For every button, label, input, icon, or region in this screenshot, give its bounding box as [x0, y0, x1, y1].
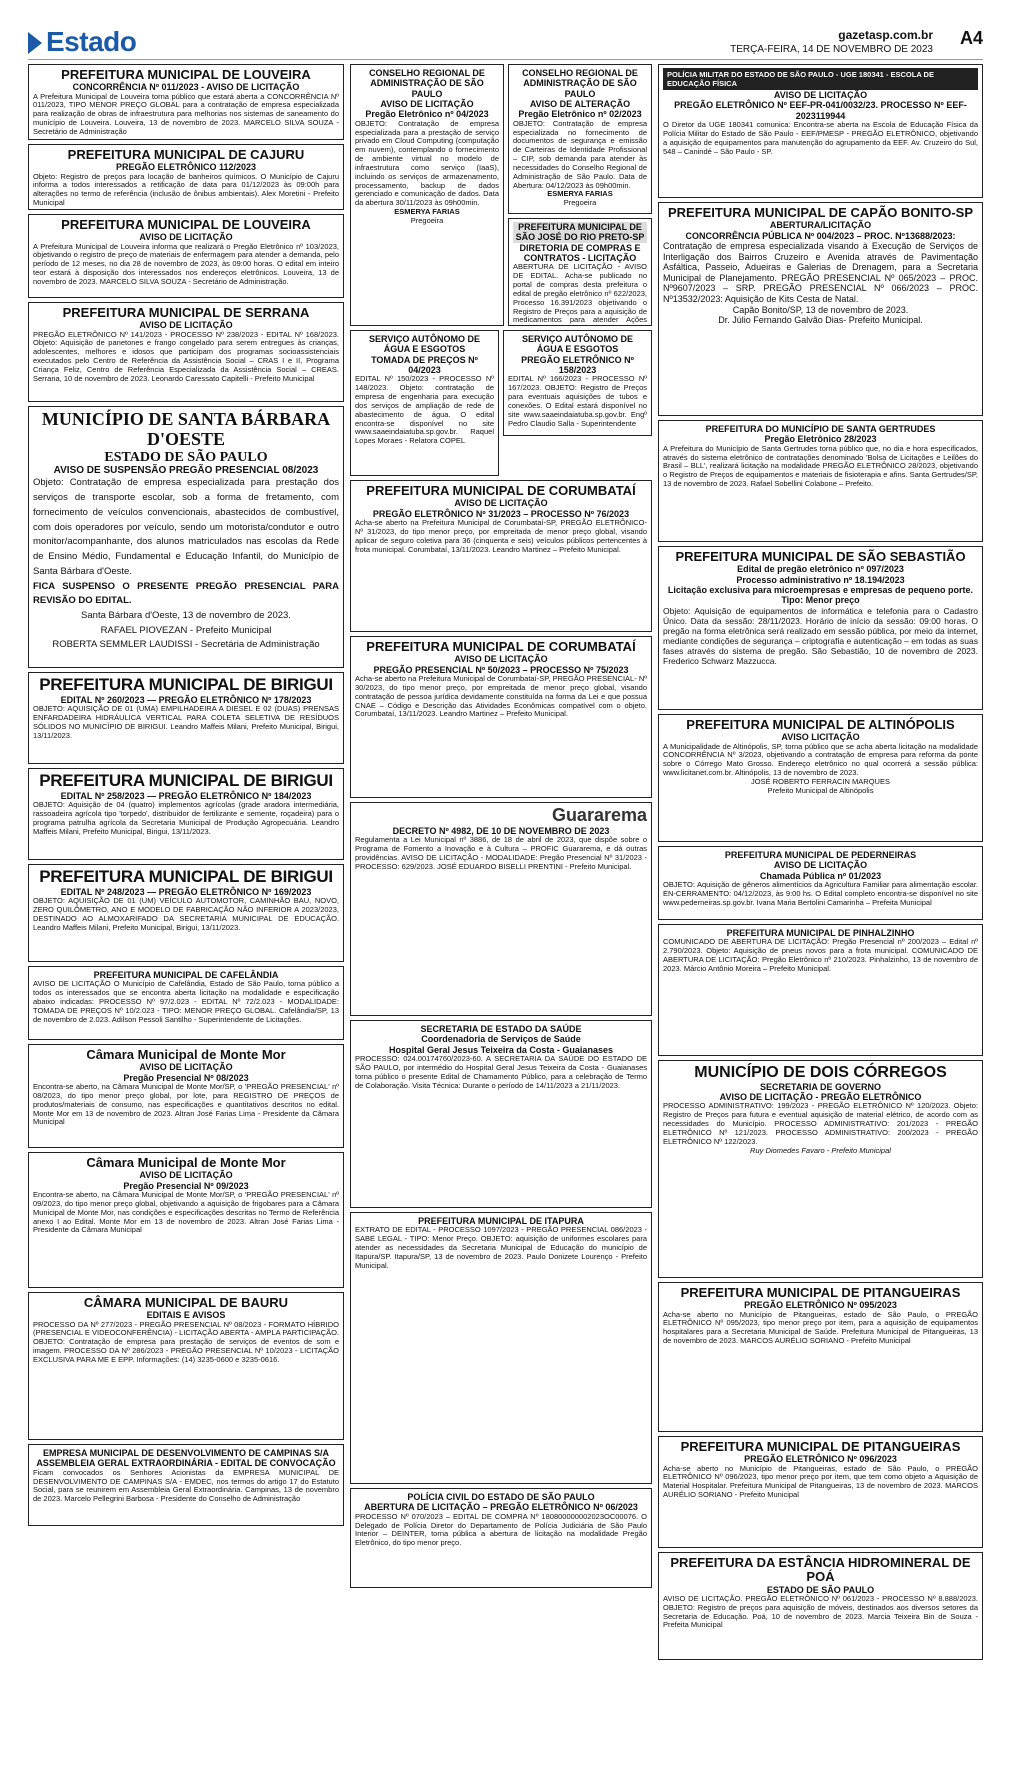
notice-body: AVISO DE LICITAÇÃO. PREGÃO ELETRÔNICO Nº 061/2023 - PROCESSO Nº 8.888/2023. OBJETO: Registro de preços para aquisição de móveis, destinados aos diversos setores da Secretaria de Educação. Poá, 10 de novembro de 2023. Marcia Teixeira Bin de Souza - Prefeita Municipal	[663, 1593, 978, 1630]
notice-escola-educacao-fisica	[658, 64, 983, 198]
notice-body: Objeto: Aquisição de equipamentos de informática e telefonia para o Cadastro Único. Data da sessão: 28/11/2023. Horário de início da sessão: 09:00 horas. O pregão na forma eletrônica será realizado em sessão pública, por meio da internet, mediante condições de segurança – criptografia e autenticação – em todas as suas fases através do sistema de pregão. São Sebastião, 10 de novembro de 2023. Frederico Schwarz Mazzucca.	[663, 605, 978, 666]
notice-body: Encontra-se aberto, na Câmara Municipal de Monte Mor/SP, o 'PREGÃO PRESENCIAL' nº 08/2023, do tipo menor preço global, por lote, para REGISTRO DE PREÇOS de produtos/materiais de consumo, nas especificações e quantitativos descritos no edital. Monte Mor em 13 de novembro de 2023. Altran José Farias Lima - Presidente da Câmara Municipal	[33, 1081, 339, 1127]
notice-itapura	[350, 1212, 652, 1484]
notice-pitangueiras-2	[658, 1436, 983, 1548]
notice-subtitle: AVISO DE LICITAÇÃO	[139, 1170, 233, 1181]
notice-title: EMPRESA MUNICIPAL DE DESENVOLVIMENTO DE CAMPINAS S/A	[42, 1448, 330, 1458]
notice-corumbatai-2	[350, 636, 652, 798]
logo-text: Estado	[46, 26, 137, 57]
notice-capao-bonito	[658, 202, 983, 416]
notice-saae-2	[503, 330, 652, 436]
notice-body: Ficam convocados os Senhores Acionistas da EMPRESA MUNICIPAL DE DESENVOLVIMENTO DE CAMPINAS S/A - EMDEC, nos termos do artigo 17 do Estatuto Social, para se reunirem em Assembleia Geral Extraordinária. Campinas, 13 de novembro de 2023. Marcelo Pellegrini Barbosa - Presidente do Conselho de Administração	[33, 1467, 339, 1504]
notice-body: PROCESSO DA Nº 277/2023 - PREGÃO PRESENCIAL Nº 08/2023 - FORMATO HÍBRIDO (PRESENCIAL E VIDEOCONFERÊNCIA) - LICITAÇÃO ABERTA - AMPLA PARTICIPAÇÃO. OBJETO: Contratação de empresa para prestação de serviços de eventos de som e imagem. PROCESSO DA Nº 286/2023 - PREGÃO PRESENCIAL Nº 10/2023 - LICITAÇÃO EXCLUSIVA PARA ME E EPP. Informações: (14) 3235-0600 e 3235-0616.	[33, 1319, 339, 1365]
notice-subtitle: AVISO DE LICITAÇÃO	[380, 99, 474, 110]
notice-body: Encontra-se aberto, na Câmara Municipal de Monte Mor/SP, o 'PREGÃO PRESENCIAL' nº 09/2023, do tipo menor preço global, objetivando a aquisição de frigobares para a Câmara Municipal de Monte Mor, nas condições e especificações descritas no Termo de Referência anexo I ao Edital. Monte Mor em 13 de novembro de 2023. Altran José Farias Lima - Presidente da Câmara Municipal	[33, 1189, 339, 1235]
notice-body: COMUNICADO DE ABERTURA DE LICITAÇÃO: Pregão Presencial nº 200/2023 – Edital nº 2.790/2023. Objeto: Aquisição de pneus novos para a frota municipal. COMUNICADO DE ABERTURA DE LICITAÇÃO: Pregão Eletrônico nº 210/2023. Pinhalzinho, 13 de novembro de 2023. Márcio Antônio Moreira – Prefeito Municipal.	[663, 937, 978, 973]
notice-body: O Diretor da UGE 180341 comunica: Encontra-se aberta na Escola de Educação Física da Polícia Militar do Estado de São Paulo - EEF/PMESP - PREGÃO ELETRÔNICO, objetivando a aquisição de equipamentos para manutenção do agrupamento da EEF. Av. Cruzeiro do Sul, 548 – Canindé – São Paulo - SP.	[663, 120, 978, 156]
notice-subtitle: Coordenadoria de Serviços de Saúde	[421, 1034, 581, 1045]
notice-body: Acha-se aberto na Prefeitura Municipal de Corumbataí-SP, PREGÃO ELETRÔNICO- Nº 31/2023, do tipo menor preço, por empreitada de menor preço global, visando aplicar de seguro coletiva para 36 (cinquenta e seis) veículos públicos pertencentes à frota municipal. Corumbataí, 13/11/2023. Leandro Martinez – Prefeito Municipal.	[355, 517, 647, 554]
signature: ESMERYA FARIAS	[547, 189, 613, 199]
notice-subtitle-2: Pregão Eletrônico nº 02/2023	[518, 109, 642, 120]
notice-subtitle: Edital de pregão eletrônico nº 097/2023	[737, 564, 904, 575]
notice-title: MUNICÍPIO DE DOIS CÓRREGOS	[694, 1064, 947, 1081]
notice-subtitle-2: PREGÃO ELETRÔNICO Nº 31/2023 – PROCESSO Nº 76/2023	[372, 508, 630, 519]
notice-title: PREFEITURA MUNICIPAL DE CAJURU	[67, 147, 305, 162]
notice-body: ABERTURA DE LICITAÇÃO - AVISO DE EDITAL. Acha-se publicado no portal de compras desta prefeitura o edital de pregão eletrônico nº 622/2023, Processo 16.391/2023 objetivando o Registro de Preços para a aquisição de medicamentos para atender Ações	[513, 262, 647, 325]
notice-subtitle-2: Pregão Presencial Nº 09/2023	[123, 1180, 249, 1191]
signature: ESMERYA FARIAS	[394, 207, 460, 217]
notice-louveira-2	[28, 214, 344, 298]
notice-subtitle: AVISO DE LICITAÇÃO	[454, 498, 548, 509]
notice-title: CONSELHO REGIONAL DE ADMINISTRAÇÃO DE SÃO PAULO	[369, 68, 485, 99]
notice-title: PREFEITURA MUNICIPAL DE PINHALZINHO	[726, 928, 915, 938]
issue-date: TERÇA-FEIRA, 14 DE NOVEMBRO DE 2023	[730, 44, 933, 55]
notice-birigui-1	[28, 672, 344, 764]
signature-role: Pregoeira	[410, 216, 444, 225]
notice-body: EXTRATO DE EDITAL - PROCESSO 1097/2023 - PREGÃO PRESENCIAL 086/2023 - SABE LEGAL - TIPO: Menor Preço. OBJETO: aquisição de uniformes escolares para atender as necessidades da Secretaria Municipal de Educação do município de Itapura/SP. Itapura/SP, 13 de novembro de 2023. Paulo Donizete Lourenço - Prefeito Municipal.	[355, 1225, 647, 1270]
column-left	[28, 64, 344, 1530]
notice-monte-mor-1	[28, 1044, 344, 1148]
notice-subtitle: PREGÃO ELETRÔNICO Nº 095/2023	[744, 1300, 897, 1311]
notice-title: SERVIÇO AUTÔNOMO DE ÁGUA E ESGOTOS	[368, 334, 480, 355]
column-middle	[350, 64, 652, 1592]
signature: Ruy Diomedes Favaro - Prefeito Municipal	[750, 1145, 891, 1155]
notice-subtitle: PREGÃO ELETRÔNICO 112/2023	[115, 162, 257, 173]
logo-arrow-icon	[28, 32, 42, 54]
notice-pederneiras	[658, 846, 983, 920]
crasp-row	[350, 64, 652, 330]
notice-body: OBJETO: Contratação de empresa especializada no fornecimento de documentos de segurança e emissão de Carteiras de Identidade Profissional – CIP, sob demanda para atender às necessidades do Conselho Regional de Administração de São Paulo. Data de Abertura: 04/12/2023 às 09h00min.	[513, 118, 647, 190]
signature: JOSÉ ROBERTO FERRACIN MARQUES	[751, 777, 890, 787]
notice-title: PREFEITURA MUNICIPAL DE LOUVEIRA	[61, 217, 311, 232]
notice-title: PREFEITURA MUNICIPAL DE PITANGUEIRAS	[680, 1439, 961, 1454]
notice-subtitle: Pregão Eletrônico 28/2023	[764, 434, 877, 445]
notice-body: EDITAL Nº 166/2023 - PROCESSO Nº 167/2023. OBJETO: Registro de Preços para eventuais aquisições de tubos e conexões. O Edital estará disponível no site www.saaeindaiatuba.sp.gov.br. Engº Pedro Claudio Salla - Superintendente	[508, 374, 647, 428]
notice-title: PREFEITURA MUNICIPAL DE PEDERNEIRAS	[724, 850, 917, 860]
notice-cajuru	[28, 144, 344, 210]
notice-subtitle: AVISO DE LICITAÇÃO	[454, 654, 548, 665]
notice-altinopolis	[658, 714, 983, 842]
notice-emdec	[28, 1444, 344, 1526]
notice-subtitle: AVISO LICITAÇÃO	[781, 732, 860, 743]
notice-body: A Municipalidade de Altinópolis, SP, torna público que se acha aberta licitação na modalidade CONCORRÊNCIA Nº 3/2023, objetivando a contratação de empresa para reforma da ponte sobre o Córrego Mato Grosso. Endereço eletrônico no qual ocorrerá a sessão pública: www.licitanet.com.br. Altinópolis, 13 de novembro de 2023.	[663, 741, 978, 778]
notice-body: Acha-se aberto no Município de Pitangueiras, estado de São Paulo, o PREGÃO ELETRÔNICO Nº 095/2023, tipo menor preço por item, para a aquisição de equipamentos hospitalares para a Secretaria Municipal de Saúde. Prefeitura Municipal de Pitangueiras, 13 de novembro de 2023. MARCOS AURÉLIO SORIANO - Prefeito Municipal	[663, 1309, 978, 1346]
notice-subtitle-3: Licitação exclusiva para microempresas e empresas de pequeno porte. Tipo: Menor preço	[667, 584, 974, 606]
notice-subtitle: ABERTURA DE LICITAÇÃO – PREGÃO ELETRÔNICO Nº 06/2023	[364, 1502, 638, 1513]
notice-subtitle: EDITAIS E AVISOS	[146, 1310, 226, 1321]
column-right	[658, 64, 983, 1664]
notice-title: PREFEITURA MUNICIPAL DE CORUMBATAÍ	[366, 639, 636, 654]
notice-body: OBJETO: AQUISIÇÃO DE 01 (UMA) EMPILHADEIRA A DIESEL E 02 (DUAS) PRENSAS ENFARDADEIRA HIDRÁULICA VERTICAL PARA COLETA SELETIVA DE RESÍDUOS SÓLIDOS NO MUNICÍPIO DE BIRIGUI. Leandro Maffeis Milani, Prefeito Municipal, Birigui, 13/11/2023.	[33, 704, 339, 740]
notice-title: CÂMARA MUNICIPAL DE BAURU	[83, 1295, 289, 1310]
notice-subtitle: EDITAL Nº 248/2023 — PREGÃO ELETRÔNICO Nº 169/2023	[60, 886, 312, 897]
notice-title: PREFEITURA DA ESTÂNCIA HIDROMINERAL DE POÁ	[670, 1555, 971, 1585]
notice-body: A Prefeitura do Município de Santa Gertrudes torna público que, no dia e hora especificados, através do sistema eletrônico de contratações denominado 'Bolsa de Licitações e Leilões do Brasil – BLL', realizará licitação na modalidade PREGÃO ELETRÔNICO 28/2023, objetivando o Registro de Preços de equipamentos e materiais de fisioterapia e afins. Santa Gertrudes/SP, 13 de novembro de 2023. Rafael Sobellini Colabone – Prefeito.	[663, 443, 978, 489]
notice-banner: POLÍCIA MILITAR DO ESTADO DE SÃO PAULO - UGE 180341 - ESCOLA DE EDUCAÇÃO FÍSICA	[663, 68, 978, 90]
signature-secretary: ROBERTA SEMMLER LAUDISSI - Secretária de Administração	[52, 639, 320, 651]
notice-pinhalzinho	[658, 924, 983, 1056]
crasp-stack	[508, 64, 652, 330]
notice-subtitle-2: Pregão Presencial Nº 08/2023	[123, 1072, 249, 1083]
notice-body: PROCESSO: 024.00174760/2023-60. A SECRETARIA DA SAÚDE DO ESTADO DE SÃO PAULO, por intermédio do Hospital Geral Jesus Teixeira da Costa - Guaianases torna público o presente Edital de Chamamento Público, para a celebração de Termo de Colaboração. Visita Técnica: Durante o período de 14/11/2023 a 21/11/2023.	[355, 1054, 647, 1090]
signature-mayor: RAFAEL PIOVEZAN - Prefeito Municipal	[100, 624, 272, 636]
signature-role: Pregoeira	[563, 198, 597, 208]
notice-state: ESTADO DE SÃO PAULO	[104, 449, 268, 465]
notice-santa-barbara	[28, 406, 344, 668]
notice-birigui-2	[28, 768, 344, 860]
notice-title: SECRETARIA DE ESTADO DA SAÚDE	[420, 1024, 582, 1034]
notice-body: PROCESSO ADMINISTRATIVO: 199/2023 - PREGÃO ELETRÔNICO Nº 120/2023. Objeto: Registro de Preços para futura e eventual aquisição de material elétrico, de acordo com as necessidades do Município. PROCESSO ADMINISTRATIVO: 201/2023 - PREGÃO ELETRÔNICO Nº 121/2023. PROCESSO ADMINISTRATIVO: 200/2023 - PREGÃO ELETRÔNICO Nº 122/2023.	[663, 1101, 978, 1146]
notice-body: OBJETO: AQUISIÇÃO DE 01 (UM) VEÍCULO AUTOMOTOR, CAMINHÃO BAU, NOVO, ZERO QUILÔMETRO, ANO E MODELO DE FABRICAÇÃO NÃO INFERIOR A 2023/2023, DESTINADO AO ALMOXARIFADO DA SECRETARIA MUNICIPAL DE EDUCAÇÃO. Leandro Maffeis Milani, Prefeito Municipal, Birigui, 13/11/2023.	[33, 896, 339, 932]
notice-subtitle: CONCORRÊNCIA Nº 011/2023 - AVISO DE LICITAÇÃO	[72, 82, 300, 93]
notice-body: Objeto: Contratação de empresa especializada para prestação dos serviços de transporte escolar, sob a forma de fretamento, com fornecimento de veículos convencionais, abastecidos de combustível, com dois operadores por veículo, sendo um motorista/condutor e outro monitor/acompanhante, dos alunos matriculados nas escolas da Rede de Ensino Médio, Fundamental e Educação Infantil, do Município de Santa Bárbara d'Oeste.	[33, 477, 339, 577]
notice-title: PREFEITURA MUNICIPAL DE CAFELÂNDIA	[93, 970, 279, 980]
site-url[interactable]: gazetasp.com.br	[838, 28, 933, 42]
notice-subtitle-2: AVISO DE LICITAÇÃO - PREGÃO ELETRÔNICO	[719, 1091, 922, 1102]
notice-subtitle: AVISO DE LICITAÇÃO	[139, 1062, 233, 1073]
notice-suspension: FICA SUSPENSO O PRESENTE PREGÃO PRESENCIAL PARA REVISÃO DO EDITAL.	[33, 580, 339, 607]
notice-title: PREFEITURA MUNICIPAL DE SÃO JOSÉ DO RIO PRETO-SP	[513, 222, 647, 243]
notice-santa-gertrudes	[658, 420, 983, 542]
notice-subtitle-2: Processo administrativo nº 18.194/2023	[736, 574, 905, 585]
notice-body: Acha-se aberto no Município de Pitangueiras, estado de São Paulo, o PREGÃO ELETRÔNICO Nº 096/2023, tipo menor preço por item, que tem como objeto a Aquisição de Material Hospitalar. Prefeitura Municipal de Pitangueiras, 13 de novembro de 2023. MARCOS AURÉLIO SORIANO - Prefeito Municipal	[663, 1463, 978, 1500]
notice-dois-corregos	[658, 1060, 983, 1278]
notice-title: PREFEITURA MUNICIPAL DE CAPÃO BONITO-SP	[667, 205, 974, 220]
notice-subtitle: DIRETORIA DE COMPRAS E CONTRATOS - LICITAÇÃO	[519, 242, 641, 264]
notice-title: PREFEITURA MUNICIPAL DE ALTINÓPOLIS	[686, 717, 955, 732]
notice-subtitle: TOMADA DE PREÇOS Nº 04/2023	[371, 354, 478, 376]
notice-louveira-1	[28, 64, 344, 140]
newspaper-logo[interactable]	[28, 26, 136, 58]
notice-title: PREFEITURA MUNICIPAL DE SERRANA	[62, 305, 310, 320]
notice-title: PREFEITURA MUNICIPAL DE CORUMBATAÍ	[366, 483, 636, 498]
notice-place: Capão Bonito/SP, 13 de novembro de 2023.	[732, 304, 909, 315]
notice-subtitle: AVISO DE LICITAÇÃO	[773, 90, 868, 100]
page-number: A4	[959, 28, 983, 48]
notice-crasp-2	[508, 64, 652, 214]
notice-monte-mor-2	[28, 1152, 344, 1288]
notice-pitangueiras-1	[658, 1282, 983, 1432]
notice-body: PROCESSO Nº 070/2023 – EDITAL DE COMPRA Nº 180800000002023OC00076. O Delegado de Polícia Diretor do Departamento de Polícia Judiciária de São Paulo Interior – DEINTER, torna pública a abertura de licitação na modalidade Pregão Eletrônico, do tipo menor preço.	[355, 1511, 647, 1548]
notice-bauru	[28, 1292, 344, 1440]
notice-title: PREFEITURA MUNICIPAL DE PITANGUEIRAS	[680, 1285, 961, 1300]
notice-subtitle: PREGÃO ELETRÔNICO Nº 096/2023	[744, 1454, 897, 1465]
notice-place: Santa Bárbara d'Oeste, 13 de novembro de 2023.	[81, 609, 291, 621]
notice-title: PREFEITURA MUNICIPAL DE SÃO SEBASTIÃO	[675, 549, 966, 564]
notice-poa	[658, 1552, 983, 1660]
notice-body: Regulamenta a Lei Municipal nº 3886, de 18 de abril de 2023, que dispõe sobre o Programa de Fomento a Inovação e à Cultura – PROFIC Guararema, e dá outras providências. AVISO DE LICITAÇÃO - MODALIDADE: Pregão Presencial Nº 31/2023 - PROCESSO: 629/2023. JOSÉ EDUARDO BISELLI PRENTINI - Prefeito Municipal.	[355, 835, 647, 871]
notice-subtitle: AVISO DE LICITAÇÃO	[139, 320, 233, 331]
notice-subtitle: ABERTURA/LICITAÇÃO	[769, 220, 872, 231]
notice-subtitle: ASSEMBLEIA GERAL EXTRAORDINÁRIA - EDITAL DE CONVOCAÇÃO	[36, 1458, 336, 1469]
signature: Dr. Júlio Fernando Galvão Dias- Prefeito Municipal.	[718, 315, 923, 326]
notice-subtitle: PREGÃO ELETRÔNICO Nº 158/2023	[521, 354, 634, 376]
notice-body: Acha-se aberto na Prefeitura Municipal de Corumbataí-SP, PREGÃO PRESENCIAL- Nº 30/2023, do tipo menor preço, por empreitada de menor preço global, visando contratação de pessoa jurídica devidamente constituída na forma da Lei e que possua CNAE – Código e Descrição das Atividades Econômicas compatível com o objeto. Corumbataí, 13/11/2023. Leandro Martinez – Prefeito Municipal.	[355, 673, 647, 719]
notice-subtitle: SECRETARIA DE GOVERNO	[759, 1081, 881, 1092]
notice-body: OBJETO: Aquisição de gêneros alimentícios da Agricultura Familiar para alimentação escolar. EN-CERRAMENTO: 04/12/2023, às 9:00 hs. O Edital completo encontra-se disponível no site www.pederneiras.sp.gov.br. Ivana Maria Bertolini Camarinha – Prefeita Municipal	[663, 880, 978, 907]
notice-subtitle-2: Chamada Pública nº 01/2023	[759, 870, 882, 881]
notice-subtitle-2: CONCORRÊNCIA PÚBLICA Nº 004/2023 – PROC. Nº13688/2023:	[685, 230, 956, 241]
notice-serrana	[28, 302, 344, 402]
notice-subtitle: AVISO DE LICITAÇÃO	[139, 232, 233, 243]
notice-subtitle-2: Pregão Eletrônico nº 04/2023	[365, 109, 489, 120]
notice-subtitle: ESTADO DE SÃO PAULO	[766, 1584, 875, 1595]
notice-body: Contratação de empresa especializada visando à Execução de Serviços de Interligação dos Bairros Cruzeiro e Avenida através de Pavimentação Asfáltica, Passeio, Adueiras e Galerias de Drenagem, para a Secretaria Municipal de Planejamento. PREGÃO PRESENCIAL Nº 065/2023 – PROC. Nº9607/2023 – SRP. PREGÃO PRESENCIAL Nº 066/2023 – PROC. Nº13532/2023: Aquisição de Kits Cesta de Natal.	[663, 240, 978, 305]
notice-body: Objeto: Registro de preços para locação de banheiros químicos. O Município de Cajuru informa a todos interessados a retificação de data para 01/12/2023 às 09:00h para alterações no termo de referência (inclusão de ônibus ambientais). Alex Moretini - Prefeito Municipal	[33, 171, 339, 208]
notice-title: SERVIÇO AUTÔNOMO DE ÁGUA E ESGOTOS	[521, 334, 633, 355]
notice-title: Câmara Municipal de Monte Mor	[86, 1047, 286, 1062]
notice-crasp-1	[350, 64, 504, 326]
notice-title: PREFEITURA MUNICIPAL DE LOUVEIRA	[61, 67, 311, 82]
notice-body: OBJETO: Aquisição de 04 (quatro) implementos agrícolas (grade aradora intermediária, rassoadeira agrícola tipo 'torpedo', distribuidor de fertilizante e semente, roçadeira) para o programa patrulha agrícola da Secretaria Municipal de Produção Agropecuária. Leandro Maffeis Milani, Prefeito Municipal, Birigui, 13/11/2023.	[33, 800, 339, 836]
notice-saae-1	[350, 330, 499, 476]
notice-secretaria-saude	[350, 1020, 652, 1208]
notice-title: PREFEITURA MUNICIPAL DE BIRIGUI	[39, 867, 333, 886]
saae-row	[350, 330, 652, 480]
guararema-logo: Guararema	[551, 805, 647, 825]
notice-subtitle-2: PREGÃO ELETRÔNICO Nº EEF-PR-041/0032/23. PROCESSO Nº EEF-2023119944	[674, 100, 967, 121]
notice-subtitle: AVISO DE ALTERAÇÃO	[529, 99, 631, 110]
notice-subtitle: EDITAL Nº 258/2023 — PREGÃO ELETRÔNICO Nº 184/2023	[60, 790, 312, 801]
notice-title: PREFEITURA MUNICIPAL DE BIRIGUI	[39, 675, 333, 694]
notice-body: OBJETO: Contratação de empresa especializada para a prestação de serviço privado em Cloud Computing (computação em nuvem), contemplando o fornecimento de ambiente virtual no modelo de infraestrutura como serviço (IaaS), incluindo os serviços de armazenamento, processamento, backup de dados gerenciado e comunicação de dados. Data da abertura 30/11/2023 às 09h00min.	[355, 118, 499, 208]
notice-title: PREFEITURA MUNICIPAL DE BIRIGUI	[39, 771, 333, 790]
notice-sao-jose-rio-preto	[508, 218, 652, 326]
notice-subtitle: AVISO DE LICITAÇÃO	[773, 860, 868, 871]
notice-title: MUNICÍPIO DE SANTA BÁRBARA D'OESTE	[41, 409, 331, 449]
notice-body: PREGÃO ELETRÔNICO Nº 141/2023 - PROCESSO Nº 238/2023 - EDITAL Nº 168/2023. Objeto: Aquisição de panetones e frango congelado para serem entregues às crianças, adolescentes, melhores e idosos que participam dos programas socioassistenciais executados pelo Centro de Referência da Assistência Social – CRAS I e II, Programa Criança Feliz, Centro de Referência Especializada da Assistência Social – CREAS. Serrana, 10 de novembro de 2023. Leonardo Caressato Capitelli - Prefeito Municipal	[33, 329, 339, 383]
notice-body: A Prefeitura Municipal de Louveira informa que realizará o Pregão Eletrônico nº 103/2023, objetivando o registro de preço de materiais de enfermagem para atender a demanda, pelo período de 12 meses, no dia 28 de novembro de 2023, às 09:00 horas. O edital em inteiro teor estará à disposição dos interessados nos endereços eletrônicos. Louveira, 13 de novembro de 2023. MARCELO SILVA SOUZA - Secretário de Administração.	[33, 241, 339, 287]
notice-subtitle: EDITAL Nº 260/2023 — PREGÃO ELETRÔNICO Nº 178/2023	[60, 694, 312, 705]
notice-title: PREFEITURA MUNICIPAL DE ITAPURA	[418, 1216, 584, 1226]
notice-title: POLÍCIA CIVIL DO ESTADO DE SÃO PAULO	[407, 1492, 595, 1502]
notice-title: PREFEITURA DO MUNICÍPIO DE SANTA GERTRUDES	[705, 424, 936, 434]
notice-body: EDITAL Nº 150/2023 - PROCESSO Nº 148/2023. Objeto: contratação de empresa de engenharia para execução dos serviços de ampliação de rede de abastecimento de água. O edital encontra-se disponível no site www.saaeindaiatuba.sp.gov.br. Raquel Lopes Moraes - Relatora COPEL	[355, 374, 494, 446]
notice-guararema	[350, 802, 652, 1016]
notice-subtitle-2: Hospital Geral Jesus Teixeira da Costa - Guaianases	[389, 1044, 613, 1055]
signature-role: Prefeito Municipal de Altinópolis	[767, 785, 874, 795]
notice-cafelandia	[28, 966, 344, 1040]
masthead	[28, 26, 983, 60]
notice-corumbatai-1	[350, 480, 652, 632]
notice-subtitle-2: PREGÃO PRESENCIAL Nº 50/2023 – PROCESSO Nº 75/2023	[373, 664, 629, 675]
notice-body: A Prefeitura Municipal de Louveira torna público que estará aberta a CONCORRÊNCIA Nº 011/2023, TIPO MENOR PREÇO GLOBAL para a contratação de empresa especializada para realização de obras de infraestrutura para melhorias nos sistemas de saneamento do município de Louveira. Louveira, 13 de novembro de 2023. MARCELO SILVA SOUZA - Secretário de Administração	[33, 91, 339, 137]
notice-policia-civil	[350, 1488, 652, 1588]
notice-subtitle: DECRETO Nº 4982, DE 10 DE NOVEMBRO DE 2023	[392, 825, 610, 836]
notice-title: CONSELHO REGIONAL DE ADMINISTRAÇÃO DE SÃO PAULO	[522, 68, 638, 99]
notice-body: AVISO DE LICITAÇÃO O Município de Cafelândia, Estado de São Paulo, torna público a todos os interessados que se encontra aberta licitação na modalidade e especificação abaixo indicadas: PROCESSO Nº 97/2.023 - EDITAL Nº 72/2.023 - MODALIDADE: TOMADA DE PREÇOS Nº 10/2.023 - TIPO: MENOR PREÇO GLOBAL. Cafelândia/SP, 13 de novembro de 2.023. Adilson Pessoli Santilho - Superintendente de Licitações.	[33, 979, 339, 1024]
notice-sao-sebastiao	[658, 546, 983, 710]
notice-birigui-3	[28, 864, 344, 962]
notice-title: Câmara Municipal de Monte Mor	[86, 1155, 286, 1170]
notice-subtitle: AVISO DE SUSPENSÃO PREGÃO PRESENCIAL 08/2023	[53, 464, 319, 476]
